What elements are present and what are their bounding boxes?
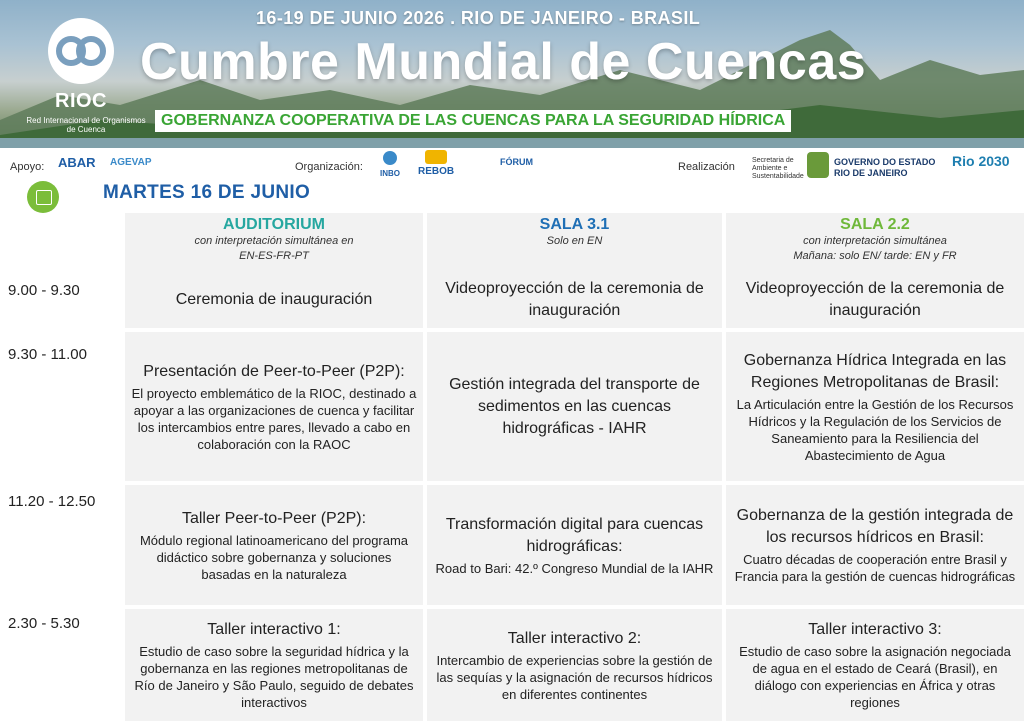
room-name: AUDITORIUM (223, 216, 325, 233)
session-cell (726, 332, 1024, 481)
session-title: Presentación de Peer-to-Peer (P2P): (143, 362, 405, 380)
room-header-auditorium (125, 216, 423, 264)
event-subtitle: GOBERNANZA COOPERATIVA DE LAS CUENCAS PARA LA SEGURIDAD HÍDRICA (155, 110, 791, 132)
session-description: Intercambio de experiencias sobre la gestión de las sequías y la asignación de recursos hídricos en diferentes continentes (436, 652, 713, 702)
session-title: Taller interactivo 1: (207, 621, 341, 638)
session-title: Videoproyección de la ceremonia de inauguración (445, 279, 704, 319)
session-title: Transformación digital para cuencas hidrográficas: (445, 515, 704, 555)
secretaria-ambiente-logo: Secretaria de Ambiente e Sustentabilidade (752, 157, 804, 180)
session-cell (726, 271, 1024, 328)
session-title: Gestión integrada del transporte de sedimentos en las cuencas hidrográficas - IAHR (449, 375, 700, 437)
time-slot-label: 9.30 - 11.00 (8, 346, 87, 363)
event-banner (0, 0, 1024, 148)
rebob-logo: REBOB (418, 166, 455, 177)
session-description: Módulo regional latinoamericano del programa didáctico sobre gobernanza y soluciones basadas en la naturaleza (139, 532, 409, 582)
room-note: Solo en EN (546, 235, 603, 247)
room-header-sala31 (427, 216, 722, 249)
session-title: Taller interactivo 2: (507, 629, 642, 647)
session-description: Cuatro décadas de cooperación entre Brasil y Francia para la gestión de cuencas hidrográficas (734, 552, 1016, 584)
room-name: SALA 2.2 (840, 216, 910, 233)
session-cell (125, 609, 423, 721)
agevap-logo: AGEVAP (110, 157, 152, 168)
session-title: Gobernanza de la gestión integrada de los recursos hídricos en Brasil: (736, 507, 1014, 546)
event-dates: 16-19 DE JUNIO 2026 . RIO DE JANEIRO - BRASIL (256, 8, 701, 28)
rioc-logo (46, 18, 116, 113)
rioc-logo-symbol (48, 18, 114, 84)
governo-rio-logo: GOVERNO DO ESTADO RIO DE JANEIRO (834, 157, 936, 178)
session-cell (427, 332, 722, 481)
room-note: con interpretación simultánea (803, 235, 947, 247)
abar-logo: ABAR (58, 155, 96, 170)
sponsor-strip (0, 148, 1024, 182)
calendar-icon (27, 181, 59, 213)
rio-coat-of-arms-icon (807, 152, 829, 178)
session-cell (427, 271, 722, 328)
organizacion-label: Organización: (295, 161, 363, 173)
session-title: Videoproyección de la ceremonia de inauguración (745, 279, 1005, 319)
apoyo-label: Apoyo: (10, 161, 45, 173)
session-cell (125, 485, 423, 605)
room-name: SALA 3.1 (539, 216, 610, 233)
session-cell (427, 485, 722, 605)
rioc-logo-abbr: RIOC (55, 90, 107, 112)
room-note: Mañana: solo EN/ tarde: EN y FR (793, 250, 957, 262)
session-title: Taller interactivo 3: (808, 621, 942, 638)
session-cell (125, 332, 423, 481)
time-slot-label: 2.30 - 5.30 (8, 615, 80, 632)
room-note: EN-ES-FR-PT (239, 250, 309, 262)
session-title: Gobernanza Hídrica Integrada en las Regiones Metropolitanas de Brasil: (743, 351, 1007, 391)
day-heading: MARTES 16 DE JUNIO (103, 182, 311, 203)
inbo-logo-symbol (383, 151, 397, 165)
forum-logo: FÓRUM (500, 157, 533, 167)
room-note: con interpretación simultánea en (194, 235, 354, 247)
room-header-sala22 (726, 216, 1024, 264)
rioc-logo-fullname: Red Internacional de Organismos de Cuenca (26, 116, 146, 134)
rebob-logo-symbol (425, 150, 447, 164)
event-title: Cumbre Mundial de Cuencas (140, 33, 867, 91)
session-description: La Articulación entre la Gestión de los Recursos Hídricos y la Regulación de los Servicios de Saneamiento para la Resiliencia del Abastecimiento de Agua (736, 396, 1014, 463)
time-slot-label: 11.20 - 12.50 (8, 493, 96, 510)
session-description: Estudio de caso sobre la asignación negociada de agua en el estado de Ceará (Brasil), en diálogo con experiencias en África y otras regiones (739, 644, 1011, 710)
session-title: Ceremonia de inauguración (175, 290, 373, 308)
session-title: Taller Peer-to-Peer (P2P): (181, 509, 367, 527)
rio2030-logo: Rio 2030 (952, 153, 1010, 169)
session-description: Estudio de caso sobre la seguridad hídrica y la gobernanza en las regiones metropolitanas de Río de Janeiro y São Paulo, seguido de debates interactivos (134, 644, 414, 710)
session-cell (427, 609, 722, 721)
inbo-logo: INBO (380, 169, 400, 178)
session-cell (125, 271, 423, 328)
session-description: El proyecto emblemático de la RIOC, destinado a apoyar a las organizaciones de cuenca y facilitar los intercambios entre pares, llevado a cabo en colaboración con la RAOC (131, 385, 417, 452)
realizacion-label: Realización (678, 161, 735, 173)
session-description: Road to Bari: 42.º Congreso Mundial de la IAHR (435, 560, 714, 576)
time-slot-label: 9.00 - 9.30 (8, 282, 80, 299)
session-cell (726, 485, 1024, 605)
session-cell (726, 609, 1024, 721)
